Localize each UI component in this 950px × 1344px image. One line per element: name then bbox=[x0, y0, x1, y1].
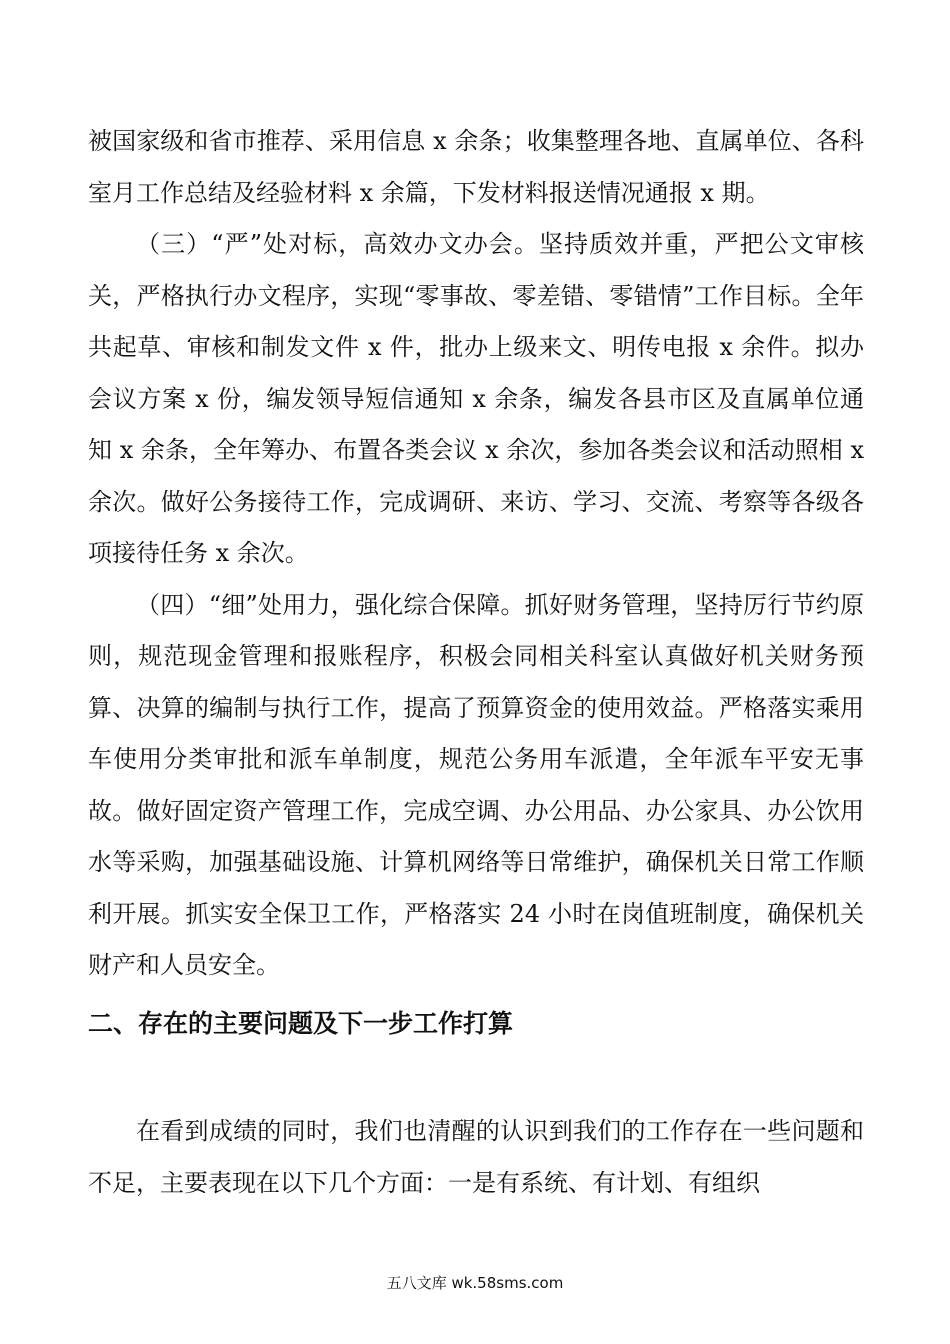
footer-watermark: 五八文库 wk.58sms.com bbox=[386, 1274, 564, 1292]
paragraph-section-four: （四）“细”处用力，强化综合保障。抓好财务管理，坚持厉行节约原则，规范现金管理和报账程序，积极会同相关科室认真做好机关财务预算、决算的编制与执行工作，提高了预算资金的使用效益。严格落实乘用车使用分类审批和派车单制度，规范公务用车派遣，全年派车平安无事故。做好固定资产管理工作，完成空调、办公用品、办公家具、办公饮用水等采购，加强基础设施、计算机网络等日常维护，确保机关日常工作顺利开展。抓实安全保卫工作，严格落实 24 小时在岗值班制度，确保机关财产和人员安全。 bbox=[88, 590, 864, 979]
section-heading: 二、存在的主要问题及下一步工作打算 bbox=[88, 1009, 514, 1038]
body-text-block bbox=[88, 116, 864, 992]
paragraph-section-three: （三）“严”处对标，高效办文办会。坚持质效并重，严把公文审核关，严格执行办文程序，实现“零事故、零差错、零错情”工作目标。全年共起草、审核和制发文件 x 件，批办上级来文、明传电报 x 余件。拟办会议方案 x 份，编发领导短信通知 x 余条，编发各县市区及直属单位通知 x 余条，全年筹办、布置各类会议 x 余次，参加各类会议和活动照相 x 余次。做好公务接待工作，完成调研、来访、学习、交流、考察等各级各项接待任务 x 余次。 bbox=[88, 230, 864, 567]
paragraph-continuation: 被国家级和省市推荐、采用信息 x 余条；收集整理各地、直属单位、各科室月工作总结及经验材料 x 余篇，下发材料报送情况通报 x 期。 bbox=[88, 127, 864, 207]
paragraph-problems: 在看到成绩的同时，我们也清醒的认识到我们的工作存在一些问题和不足，主要表现在以下几个方面：一是有系统、有计划、有组织 bbox=[88, 1117, 864, 1197]
